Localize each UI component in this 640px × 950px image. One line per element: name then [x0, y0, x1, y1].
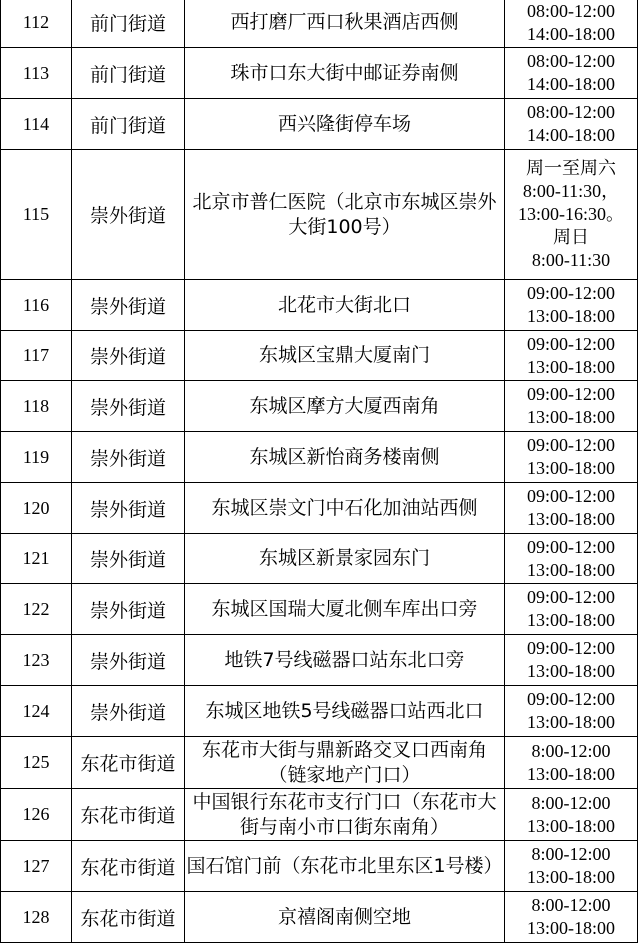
street-name: 东花市街道	[72, 892, 185, 943]
table-row	[1, 737, 638, 789]
service-hours	[505, 0, 638, 48]
hours-line: 14:00-18:00	[527, 74, 615, 94]
hours-line: 13:00-18:00	[527, 458, 615, 478]
table-row	[1, 841, 638, 892]
row-number: 120	[1, 483, 72, 534]
site-location: 东城区摩方大厦西南角	[185, 381, 505, 432]
hours-line: 09:00-12:00	[527, 435, 615, 455]
site-location: 中国银行东花市支行门口（东花市大街与南小市口街东南角）	[185, 789, 505, 841]
hours-line: 09:00-12:00	[527, 638, 615, 658]
street-name: 东花市街道	[72, 737, 185, 789]
site-location: 北京市普仁医院（北京市东城区崇外大街100号）	[185, 150, 505, 280]
hours-line: 13:00-18:00	[527, 407, 615, 427]
site-location: 东城区新景家园东门	[185, 534, 505, 584]
hours-line: 13:00-18:00	[527, 306, 615, 326]
street-name: 东花市街道	[72, 789, 185, 841]
row-number: 124	[1, 686, 72, 737]
row-number: 126	[1, 789, 72, 841]
street-name: 崇外街道	[72, 331, 185, 381]
row-number: 114	[1, 99, 72, 150]
row-number: 125	[1, 737, 72, 789]
service-hours	[505, 584, 638, 635]
hours-line: 09:00-12:00	[527, 536, 615, 557]
service-hours	[505, 789, 638, 841]
table-row	[1, 99, 638, 150]
hours-line: 09:00-12:00	[527, 333, 615, 354]
service-hours	[505, 432, 638, 483]
street-name: 前门街道	[72, 0, 185, 48]
site-location: 东城区地铁5号线磁器口站西北口	[185, 686, 505, 737]
hours-line: 8:00-11:30	[531, 250, 611, 270]
row-number: 122	[1, 584, 72, 635]
hours-line: 08:00-12:00	[527, 0, 615, 21]
hours-line: 09:00-12:00	[527, 486, 615, 506]
row-number: 121	[1, 534, 72, 584]
hours-line: 13:00-18:00	[527, 559, 615, 580]
row-number: 113	[1, 48, 72, 99]
service-hours	[505, 483, 638, 534]
hours-line: 09:00-12:00	[527, 283, 615, 303]
hours-line: 周一至周六	[526, 158, 616, 179]
hours-line: 08:00-12:00	[527, 51, 615, 71]
hours-line: 13:00-18:00	[527, 661, 615, 681]
service-hours	[505, 48, 638, 99]
site-location: 地铁7号线磁器口站东北口旁	[185, 635, 505, 686]
site-location: 东城区国瑞大厦北侧车库出口旁	[185, 584, 505, 635]
service-hours	[505, 635, 638, 686]
table-row	[1, 331, 638, 381]
row-number: 123	[1, 635, 72, 686]
street-name: 崇外街道	[72, 150, 185, 280]
service-hours	[505, 99, 638, 150]
street-name: 崇外街道	[72, 381, 185, 432]
street-name: 崇外街道	[72, 534, 185, 584]
row-number: 112	[1, 0, 72, 48]
site-location: 东花市大街与鼎新路交叉口西南角（链家地产门口）	[185, 737, 505, 789]
site-location: 珠市口东大街中邮证券南侧	[185, 48, 505, 99]
hours-line: 13:00-18:00	[527, 867, 615, 887]
table-row	[1, 150, 638, 280]
row-number: 119	[1, 432, 72, 483]
table-body	[1, 0, 638, 943]
service-hours	[505, 686, 638, 737]
row-number: 116	[1, 280, 72, 331]
table-row	[1, 0, 638, 48]
table-row	[1, 635, 638, 686]
table-row	[1, 584, 638, 635]
service-hours	[505, 892, 638, 943]
site-location: 东城区新怡商务楼南侧	[185, 432, 505, 483]
street-name: 前门街道	[72, 99, 185, 150]
table-row	[1, 534, 638, 584]
hours-line: 13:00-18:00	[527, 356, 615, 377]
site-location: 北花市大街北口	[185, 280, 505, 331]
hours-line: 8:00-12:00	[531, 895, 611, 915]
service-hours	[505, 280, 638, 331]
service-hours	[505, 841, 638, 892]
table-row	[1, 686, 638, 737]
site-location: 东城区崇文门中石化加油站西侧	[185, 483, 505, 534]
table-row	[1, 280, 638, 331]
site-location: 西打磨厂西口秋果酒店西侧	[185, 0, 505, 48]
street-name: 崇外街道	[72, 432, 185, 483]
site-location: 西兴隆街停车场	[185, 99, 505, 150]
service-hours	[505, 737, 638, 789]
hours-line: 8:00-12:00	[531, 792, 611, 813]
table-row	[1, 432, 638, 483]
site-location: 东城区宝鼎大厦南门	[185, 331, 505, 381]
hours-line: 09:00-12:00	[527, 587, 615, 607]
table-row	[1, 483, 638, 534]
hours-line: 13:00-18:00	[527, 610, 615, 630]
row-number: 118	[1, 381, 72, 432]
hours-line: 08:00-12:00	[527, 102, 615, 122]
service-hours	[505, 150, 638, 280]
table-row	[1, 381, 638, 432]
hours-line: 09:00-12:00	[527, 689, 615, 709]
hours-line: 13:00-18:00	[527, 815, 615, 836]
street-name: 崇外街道	[72, 686, 185, 737]
street-name: 崇外街道	[72, 483, 185, 534]
site-location: 京禧阁南侧空地	[185, 892, 505, 943]
street-name: 崇外街道	[72, 584, 185, 635]
table-row	[1, 48, 638, 99]
service-hours	[505, 331, 638, 381]
street-name: 东花市街道	[72, 841, 185, 892]
hours-line: 13:00-16:30。	[518, 204, 624, 224]
street-name: 崇外街道	[72, 635, 185, 686]
hours-line: 周日	[553, 227, 589, 248]
table-row	[1, 789, 638, 841]
row-number: 127	[1, 841, 72, 892]
row-number: 117	[1, 331, 72, 381]
hours-line: 8:00-12:00	[531, 740, 611, 761]
row-number: 128	[1, 892, 72, 943]
hours-line: 13:00-18:00	[527, 509, 615, 529]
hours-line: 13:00-18:00	[527, 918, 615, 938]
row-number: 115	[1, 150, 72, 280]
street-name: 崇外街道	[72, 280, 185, 331]
site-location: 国石馆门前（东花市北里东区1号楼）	[185, 841, 505, 892]
hours-line: 8:00-11:30，	[522, 181, 620, 201]
service-hours	[505, 381, 638, 432]
street-name: 前门街道	[72, 48, 185, 99]
service-hours	[505, 534, 638, 584]
hours-line: 14:00-18:00	[527, 125, 615, 145]
hours-line: 14:00-18:00	[527, 23, 615, 44]
hours-line: 13:00-18:00	[527, 763, 615, 784]
table-row	[1, 892, 638, 943]
hours-line: 8:00-12:00	[531, 844, 611, 864]
hours-line: 13:00-18:00	[527, 712, 615, 732]
hours-line: 09:00-12:00	[527, 384, 615, 404]
